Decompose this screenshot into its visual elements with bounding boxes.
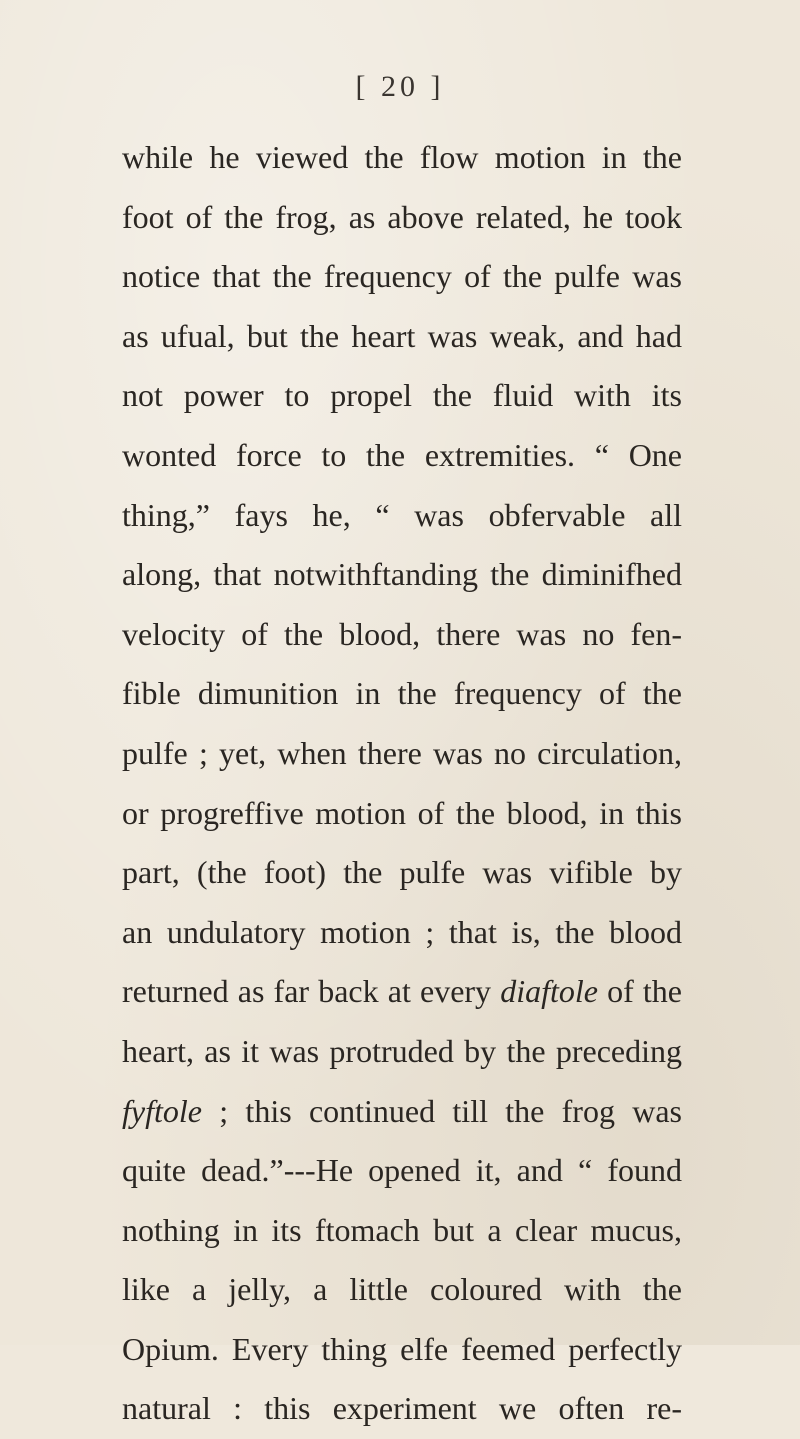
text-segment: Opium. Every thing elfe feemed perfectly (122, 1330, 682, 1367)
text-segment: nothing in its ftomach but a clear mucus, (122, 1211, 682, 1248)
text-segment: while he viewed the flow motion in the (122, 139, 682, 175)
text-segment: wonted force to the extremities. “ One (122, 436, 682, 473)
text-segment: velocity of the blood, there was no fen- (122, 615, 682, 652)
text-line (122, 188, 682, 248)
text-line (122, 366, 682, 426)
text-line (122, 843, 682, 903)
text-line (122, 1082, 682, 1142)
text-segment: quite dead.”---He opened it, and “ found (122, 1152, 682, 1189)
text-segment: returned as far back at every (122, 973, 501, 1010)
text-segment: fible dimunition in the frequency of the (122, 675, 682, 712)
italic-term: diaftole (500, 973, 598, 1010)
text-segment: heart, as it was protruded by the preceding (122, 1032, 682, 1069)
text-segment: natural : this experiment we often re- (122, 1390, 682, 1427)
text-segment: or progreffive motion of the blood, in this (122, 794, 682, 831)
text-line (122, 545, 682, 605)
text-segment: an undulatory motion ; that is, the blood (122, 913, 682, 950)
text-segment: along, that notwithftanding the diminifhed (122, 556, 682, 593)
text-line (122, 1022, 682, 1082)
text-segment: as ufual, but the heart was weak, and had (122, 317, 682, 354)
text-line (122, 1260, 682, 1320)
text-line (122, 307, 682, 367)
text-segment: thing,” fays he, “ was obfervable all (122, 496, 682, 533)
text-line (122, 1201, 682, 1261)
text-line (122, 962, 682, 1022)
text-segment: ; this continued till the frog was (201, 1092, 682, 1129)
text-line (122, 247, 682, 307)
text-line (122, 664, 682, 724)
text-line (122, 1379, 682, 1439)
text-line (122, 486, 682, 546)
text-line (122, 903, 682, 963)
text-line (122, 784, 682, 844)
text-segment: foot of the frog, as above related, he took (122, 198, 682, 235)
text-segment: part, (the foot) the pulfe was vifible by (122, 854, 682, 891)
italic-term: fyftole (122, 1092, 202, 1129)
text-line (122, 1141, 682, 1201)
page-number-header: [ 20 ] (355, 70, 445, 103)
text-segment: not power to propel the fluid with its (122, 377, 682, 414)
text-line (122, 426, 682, 486)
text-segment: pulfe ; yet, when there was no circulation, (122, 734, 682, 771)
text-line (122, 605, 682, 665)
text-line (122, 128, 682, 188)
body-text (122, 128, 682, 1439)
text-segment: notice that the frequency of the pulfe was (122, 258, 682, 295)
text-line (122, 724, 682, 784)
text-line (122, 1320, 682, 1380)
text-segment: of the (597, 973, 683, 1010)
text-segment: like a jelly, a little coloured with the (122, 1271, 682, 1308)
